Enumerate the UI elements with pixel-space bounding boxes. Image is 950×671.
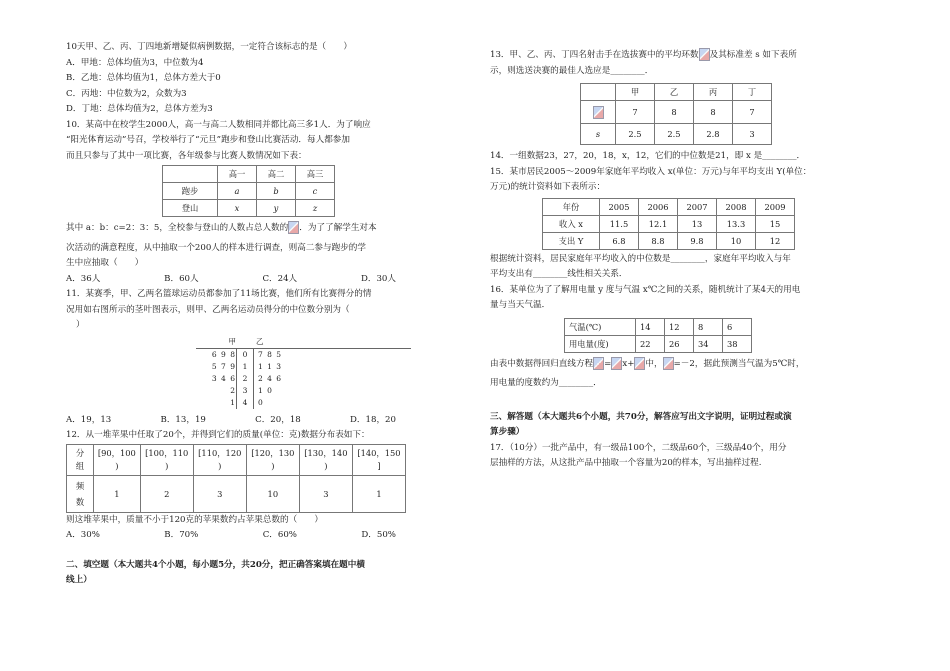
q10-table <box>162 165 335 217</box>
q12-row2-label-b: 数 <box>75 496 85 507</box>
q15-cell: 9.8 <box>678 232 717 249</box>
q12-group <box>246 444 299 475</box>
q13-cell: 8 <box>694 101 733 124</box>
stem-leaf-row <box>196 373 411 385</box>
q13-th: 丙 <box>694 84 733 101</box>
q11-option-c: C．20，18 <box>255 414 301 425</box>
q15-cell: 6.8 <box>600 232 639 249</box>
stem-leaf-row <box>196 361 411 373</box>
stem-leaf-left: 6 9 8 <box>211 349 236 359</box>
q10-th-1: 高一 <box>218 166 257 183</box>
q10-cell: b <box>257 183 296 200</box>
q15-cell: 13 <box>678 215 717 232</box>
q9-stem: 10天甲、乙、丙、丁四地新增疑似病例数据，一定符合该标志的是（ ） <box>66 42 352 52</box>
q12-option-b: B．70% <box>164 530 199 540</box>
q9-option-c: C．丙地：中位数为2，众数为3 <box>66 88 187 99</box>
q16-text-d: 中， <box>645 358 663 369</box>
fraction-image-icon <box>288 221 299 234</box>
q10-after-line-2: 次活动的满意程度，从中抽取一个200人的样本进行调查，则高二参与跑步的学 <box>66 242 366 253</box>
q10-row-label: 跑步 <box>163 183 218 200</box>
q15-cell: 8.8 <box>639 232 678 249</box>
q16-cell: 6 <box>723 318 752 335</box>
q15-line-1: 15．某市居民2005～2009年家庭年平均收入 x(单位：万元)与年平均支出 Y(单位： <box>490 166 812 177</box>
q16-cell: 14 <box>636 318 665 335</box>
section-3-heading: 三、解答题（本大题共6个小题，共70分，解答应写出文字说明，证明过程或演 <box>490 411 792 422</box>
q16-row-label: 用电量(度) <box>565 335 636 352</box>
stem-leaf-row <box>196 397 411 409</box>
q12-group-range: [100，110 <box>145 447 189 458</box>
q10-cell: y <box>257 200 296 217</box>
q12-group-close: ) <box>271 460 275 471</box>
q10-cell: a <box>218 183 257 200</box>
q10-th-2: 高二 <box>257 166 296 183</box>
q17-line-1: 17．（10分）一批产品中，有一级品100个，二级品60个，三级品40个，用分 <box>490 442 787 453</box>
stem-leaf-header-left: 甲 <box>228 336 236 346</box>
q10-after-line-3: 生中应抽取（ ） <box>66 258 144 268</box>
stem-leaf-stem: 3 <box>236 385 254 397</box>
q16-row-label: 气温(℃) <box>565 318 636 335</box>
stem-leaf-left: 1 <box>230 397 236 407</box>
q15-th: 2006 <box>639 198 678 215</box>
q10-line-2: “阳光体育运动”号召，学校举行了“元旦”跑步和登山比赛活动．每人都参加 <box>66 135 350 145</box>
q11-option-a: A．19，13 <box>66 414 112 425</box>
q16-after-2: 用电量的度数约为________． <box>490 378 602 388</box>
q15-cell: 12 <box>756 232 795 249</box>
q10-cell: z <box>296 200 335 217</box>
q12-group-range: [140，150 <box>357 447 401 458</box>
q15-after-2: 平均支出有________线性相关关系． <box>490 269 628 279</box>
q13-th: 甲 <box>616 84 655 101</box>
q12-freq: 3 <box>299 475 352 512</box>
q16-table <box>564 318 752 353</box>
stem-leaf-left: 2 <box>230 385 236 395</box>
q12-group <box>352 444 405 475</box>
q10-option-a: A．36人 <box>66 273 101 284</box>
section-2-heading-cont: 线上） <box>66 575 92 585</box>
q13-cell: 7 <box>733 101 772 124</box>
q12-group-close: ) <box>115 460 119 471</box>
q10-option-d: D．30人 <box>360 273 396 284</box>
section-2-heading: 二、填空题（本大题共4个小题，每小题5分，共20分，把正确答案填在题中横 <box>66 559 365 570</box>
q12-row1-label-b: 组 <box>75 460 85 471</box>
q15-th: 年份 <box>543 198 600 215</box>
q10-after-line-1 <box>66 221 411 237</box>
q9-option-b: B．乙地：总体均值为1，总体方差大于0 <box>66 73 221 83</box>
stem-leaf-row <box>196 385 411 397</box>
q10-after-text-b: ．为了了解学生对本 <box>299 223 377 233</box>
q12-group <box>140 444 193 475</box>
stem-leaf-right: 7 8 5 <box>258 349 283 359</box>
q12-freq: 1 <box>352 475 405 512</box>
q12-group-range: [130，140 <box>304 447 348 458</box>
q13-th-empty <box>581 84 616 101</box>
q15-th: 2007 <box>678 198 717 215</box>
q13-table <box>580 83 772 145</box>
q12-line: 12．从一堆苹果中任取了20个，并得到它们的质量(单位：克)数据分布表如下： <box>66 430 370 440</box>
left-column <box>66 40 411 589</box>
q10-line-1: 10．某高中在校学生2000人，高一与高二人数相同并都比高三多1人．为了响应 <box>66 119 371 130</box>
q15-cell: 12.1 <box>639 215 678 232</box>
stem-leaf-row <box>196 349 411 361</box>
q13-s-label: s <box>581 124 616 145</box>
q16-text-b: = <box>604 358 612 369</box>
q12-row2-label <box>67 475 94 512</box>
q13-text-a: 13．甲、乙、丙、丁四名射击手在选拔赛中的平均环数 <box>490 50 699 60</box>
mean-symbol-image-icon <box>593 106 604 119</box>
q12-freq: 1 <box>94 475 141 512</box>
q13-th: 丁 <box>733 84 772 101</box>
q12-freq: 3 <box>193 475 246 512</box>
q16-cell: 26 <box>665 335 694 352</box>
q12-option-d: D．50% <box>361 530 396 540</box>
q16-cell: 8 <box>694 318 723 335</box>
stem-leaf-right: 2 4 6 <box>258 373 283 383</box>
stem-leaf-right: 1 0 <box>258 385 273 395</box>
q15-th: 2005 <box>600 198 639 215</box>
stem-leaf-stem: 2 <box>236 373 254 385</box>
q15-cell: 10 <box>717 232 756 249</box>
q13-cell: 3 <box>733 124 772 145</box>
q15-cell: 11.5 <box>600 215 639 232</box>
q12-option-c: C．60% <box>262 530 297 540</box>
q10-after-text-a: 其中 a：b：c=2：3：5，全校参与登山的人数占总人数的 <box>66 223 289 233</box>
q13-cell: 7 <box>616 101 655 124</box>
q15-after-1: 根据统计资料，居民家庭年平均收入的中位数是________，家庭年平均收入与年 <box>490 253 791 264</box>
q10-th-empty <box>163 166 218 183</box>
q11-line-2: 况用如右图所示的茎叶图表示，则甲、乙两名运动员得分的中位数分别为（ <box>66 304 350 315</box>
q12-group-close: ) <box>218 460 222 471</box>
stem-leaf-stem: 0 <box>236 349 254 361</box>
stem-leaf-plot <box>196 336 411 409</box>
q16-line-2: 量与当天气温． <box>490 300 551 310</box>
q10-option-c: C．24人 <box>262 273 298 284</box>
q15-row-label: 收入 x <box>543 215 600 232</box>
q10-cell: c <box>296 183 335 200</box>
q11-line-1: 11．某赛季，甲、乙两名篮球运动员都参加了11场比赛，他们所有比赛得分的情 <box>66 289 372 299</box>
q12-freq: 2 <box>140 475 193 512</box>
q12-group-close: ) <box>324 460 328 471</box>
q16-text-a: 由表中数据得回归直线方程 <box>490 358 594 369</box>
stem-leaf-left: 3 4 6 <box>211 373 236 383</box>
q15-cell: 13.3 <box>717 215 756 232</box>
q16-cell: 34 <box>694 335 723 352</box>
stem-leaf-header-right: 乙 <box>256 336 264 346</box>
a-hat-image-icon <box>634 357 645 370</box>
q13-line-2: 示，则选送决赛的最佳人选应是________． <box>490 65 654 76</box>
q12-options <box>66 528 396 544</box>
q10-option-b: B．60人 <box>164 273 199 284</box>
right-column <box>490 48 850 472</box>
stem-leaf-right: 0 <box>258 397 264 407</box>
q13-cell: 8 <box>655 101 694 124</box>
stem-leaf-stem: 4 <box>236 397 254 409</box>
q16-cell: 22 <box>636 335 665 352</box>
q15-table <box>542 198 795 250</box>
stem-leaf-right: 1 1 3 <box>258 361 283 371</box>
mean-symbol-image-icon <box>699 48 710 61</box>
q12-group-close: ] <box>377 460 381 471</box>
q11-options <box>66 413 396 429</box>
q16-line-1: 16．某单位为了了解用电量 y 度与气温 x℃之间的关系，随机统计了某4天的用电 <box>490 284 801 295</box>
b-hat-image-icon <box>663 357 674 370</box>
q16-after-1 <box>490 357 850 373</box>
q10-cell: x <box>218 200 257 217</box>
q12-table <box>66 444 406 513</box>
stem-leaf-header <box>196 336 411 349</box>
q12-group-range: [120，130 <box>251 447 295 458</box>
q12-option-a: A．30% <box>66 530 100 540</box>
q15-row-label: 支出 Y <box>543 232 600 249</box>
q11-option-b: B．13，19 <box>160 414 206 425</box>
q15-th: 2008 <box>717 198 756 215</box>
q15-th: 2009 <box>756 198 795 215</box>
q13-th: 乙 <box>655 84 694 101</box>
q12-group <box>94 444 141 475</box>
q11-line-3: ） <box>76 320 85 330</box>
q12-row1-label <box>67 444 94 475</box>
q13-cell: 2.5 <box>655 124 694 145</box>
stem-leaf-left: 5 7 9 <box>211 361 236 371</box>
q13-cell: 2.8 <box>694 124 733 145</box>
q16-cell: 38 <box>723 335 752 352</box>
q12-after: 则这堆苹果中，质量不小于120克的苹果数约占苹果总数的（ ） <box>66 514 324 525</box>
q12-row1-label-a: 分 <box>75 447 85 458</box>
q12-row2-label-a: 频 <box>75 480 85 491</box>
q12-group-close: ) <box>165 460 169 471</box>
q12-group-range: [90，100 <box>97 447 136 458</box>
q10-th-3: 高三 <box>296 166 335 183</box>
q16-text-c: x+ <box>622 358 635 369</box>
q10-options <box>66 272 396 288</box>
q12-group <box>193 444 246 475</box>
q9-option-a: A．甲地：总体均值为3，中位数为4 <box>66 57 204 68</box>
q12-group <box>299 444 352 475</box>
q13-text-b: 及其标准差 s 如下表所 <box>709 50 797 60</box>
q9-option-d: D．丁地：总体均值为2，总体方差为3 <box>66 104 213 114</box>
q13-line-1 <box>490 48 850 64</box>
q15-cell: 15 <box>756 215 795 232</box>
y-hat-image-icon <box>593 357 604 370</box>
q17-line-2: 层抽样的方法，从这批产品中抽取一个容量为20的样本，写出抽样过程. <box>490 458 762 468</box>
section-3-heading-cont: 算步骤） <box>490 427 525 437</box>
q14: 14．一组数据23，27，20，18，x，12，它们的中位数是21，即 x 是________． <box>490 151 806 161</box>
q16-text-e: =－2，据此预测当气温为5℃时， <box>673 358 805 369</box>
q10-line-3: 而且只参与了其中一项比赛，各年级参与比赛人数情况如下表： <box>66 150 307 161</box>
q13-mean-label <box>581 101 616 124</box>
q11-option-d: D．18，20 <box>350 414 396 425</box>
q16-cell: 12 <box>665 318 694 335</box>
q15-line-2: 万元)的统计资料如下表所示： <box>490 182 606 192</box>
stem-leaf-stem: 1 <box>236 361 254 373</box>
q13-cell: 2.5 <box>616 124 655 145</box>
q10-row-label: 登山 <box>163 200 218 217</box>
q12-freq: 10 <box>246 475 299 512</box>
q12-group-range: [110，120 <box>198 447 242 458</box>
b-hat-image-icon <box>611 357 622 370</box>
